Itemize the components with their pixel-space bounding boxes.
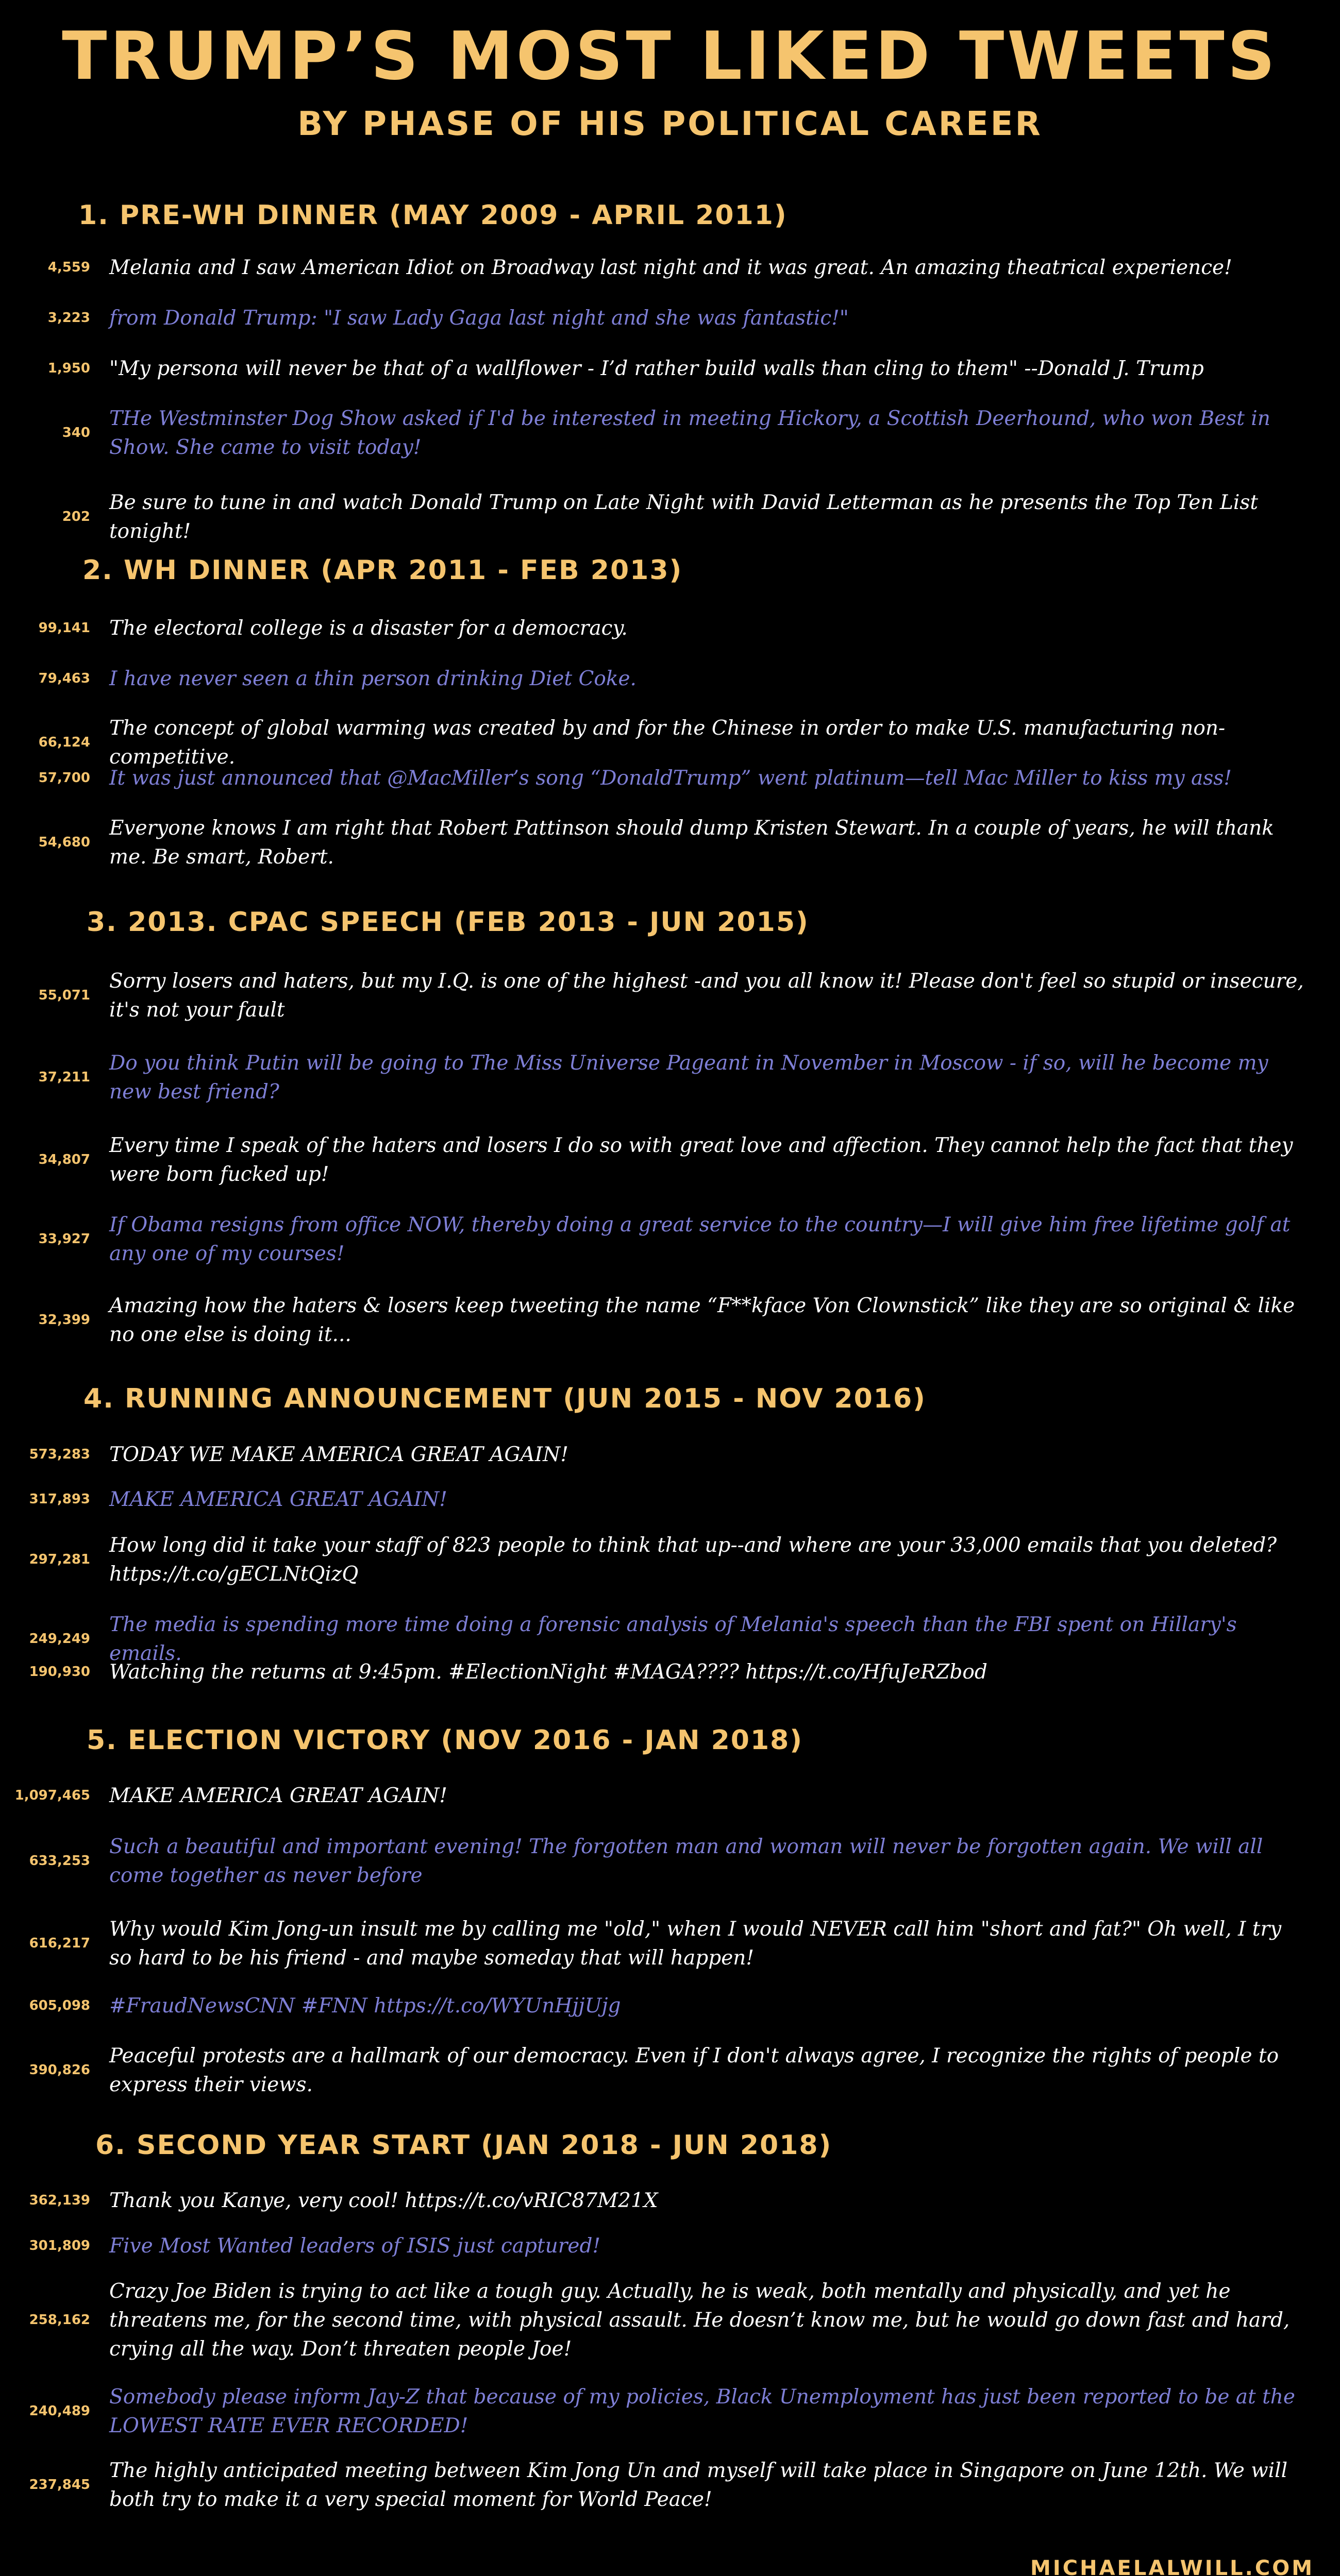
tweet-text: Thank you Kanye, very cool! https://t.co/vRIC87M21X (109, 2189, 658, 2212)
like-count: 605,098 (29, 1998, 90, 2013)
tweet-row (0, 2277, 1340, 2364)
tweet-text: Watching the returns at 9:45pm. #ElectionNight #MAGA???? https://t.co/HfuJeRZbod (109, 1660, 987, 1684)
tweet-row (0, 814, 1340, 872)
tweet-text: How long did it take your staff of 823 people to think that up--and where are your 33,000 emails that you deleted? https://t.co/gECLNtQizQ (109, 1534, 1277, 1586)
like-count: 99,141 (38, 620, 90, 636)
like-count: 54,680 (38, 835, 90, 850)
tweet-text: I have never seen a thin person drinking Diet Coke. (109, 667, 636, 690)
tweet-text: The electoral college is a disaster for a democracy. (109, 617, 628, 640)
phase-title: 4. RUNNING ANNOUNCEMENT (JUN 2015 - NOV 2016) (83, 1383, 926, 1414)
tweet-row (0, 1211, 1340, 1268)
like-count: 362,139 (29, 2193, 90, 2208)
like-count: 79,463 (38, 671, 90, 686)
tweet-text: The concept of global warming was created by and for the Chinese in order to make U.S. manufacturing non-competitive. (109, 717, 1226, 769)
tweet-row (0, 2232, 1340, 2261)
like-count: 633,253 (29, 1853, 90, 1869)
tweet-row (0, 1833, 1340, 1890)
tweet-text: "My persona will never be that of a wallflower - I’d rather build walls than cling to them" --Donald J. Trump (109, 357, 1204, 380)
tweet-text: Somebody please inform Jay-Z that because of my policies, Black Unemployment has just been reported to be at the LOWEST RATE EVER RECORDED! (109, 2385, 1295, 2437)
tweet-text: Be sure to tune in and watch Donald Trump on Late Night with David Letterman as he presents the Top Ten List tonight! (109, 491, 1259, 543)
like-count: 390,826 (29, 2062, 90, 2078)
like-count: 237,845 (29, 2477, 90, 2493)
tweet-text: Everyone knows I am right that Robert Pattinson should dump Kristen Stewart. In a couple of years, he will thank me. Be smart, Robert. (109, 817, 1274, 869)
tweet-text: TODAY WE MAKE AMERICA GREAT AGAIN! (109, 1443, 568, 1466)
tweet-row (0, 1531, 1340, 1589)
tweet-row (0, 665, 1340, 693)
tweet-row (0, 2383, 1340, 2441)
tweet-text: Such a beautiful and important evening! The forgotten man and woman will never be forgotten again. We will all come together as never before (109, 1835, 1263, 1887)
like-count: 202 (62, 509, 90, 524)
page-title: TRUMP’S MOST LIKED TWEETS (62, 18, 1278, 95)
tweet-row (0, 2187, 1340, 2215)
tweet-text: Five Most Wanted leaders of ISIS just captured! (109, 2234, 601, 2258)
tweet-text: THe Westminster Dog Show asked if I'd be interested in meeting Hickory, a Scottish Deerhound, who won Best in Show. She came to visit today! (109, 407, 1270, 459)
like-count: 1,950 (47, 361, 90, 376)
tweet-row (0, 614, 1340, 643)
like-count: 66,124 (38, 735, 90, 750)
like-count: 616,217 (29, 1936, 90, 1951)
tweet-row (0, 304, 1340, 333)
tweet-text: The highly anticipated meeting between Kim Jong Un and myself will take place in Singapore on June 12th. We will both try to make it a very special moment for World Peace! (109, 2459, 1288, 2511)
like-count: 4,559 (47, 260, 90, 275)
tweet-text: MAKE AMERICA GREAT AGAIN! (109, 1784, 447, 1807)
like-count: 32,399 (38, 1312, 90, 1328)
tweet-row (0, 1992, 1340, 2021)
tweet-text: The media is spending more time doing a forensic analysis of Melania's speech than the FBI spent on Hillary's emails. (109, 1613, 1237, 1665)
tweet-row (0, 404, 1340, 462)
tweet-row (0, 1440, 1340, 1469)
like-count: 573,283 (29, 1447, 90, 1462)
tweet-text: Why would Kim Jong-un insult me by calling me "old," when I would NEVER call him "short and fat?" Oh well, I try so hard to be his friend - and maybe someday that will happen! (109, 1918, 1282, 1970)
like-count: 37,211 (38, 1070, 90, 1085)
page-subtitle: BY PHASE OF HIS POLITICAL CAREER (297, 105, 1043, 143)
tweet-row (0, 1049, 1340, 1107)
tweet-text: #FraudNewsCNN #FNN https://t.co/WYUnHjjUjg (109, 1994, 621, 2018)
tweet-row (0, 253, 1340, 282)
phase-title: 5. ELECTION VICTORY (NOV 2016 - JAN 2018) (87, 1725, 803, 1756)
tweet-text: Amazing how the haters & losers keep tweeting the name “F**kface Von Clownstick” like they are so original & like no one else is doing it... (109, 1294, 1295, 1346)
tweet-row (0, 764, 1340, 793)
tweet-text: Peaceful protests are a hallmark of our democracy. Even if I don't always agree, I recognize the rights of people to express their views. (109, 2044, 1279, 2096)
tweet-row (0, 354, 1340, 383)
tweet-row (0, 488, 1340, 543)
like-count: 301,809 (29, 2238, 90, 2253)
like-count: 249,249 (29, 1631, 90, 1647)
like-count: 34,807 (38, 1152, 90, 1167)
like-count: 317,893 (29, 1492, 90, 1507)
tweet-row (0, 1131, 1340, 1189)
phase-title: 3. 2013. CPAC SPEECH (FEB 2013 - JUN 2015) (87, 907, 809, 938)
tweet-text: If Obama resigns from office NOW, thereby doing a great service to the country—I will give him free lifetime golf at any one of my courses! (109, 1213, 1291, 1265)
tweet-row (0, 1485, 1340, 1514)
like-count: 1,097,465 (14, 1788, 90, 1803)
tweet-row (0, 2042, 1340, 2099)
tweet-text: It was just announced that @MacMiller’s song “DonaldTrump” went platinum—tell Mac Miller to kiss my ass! (109, 767, 1232, 790)
tweet-text: from Donald Trump: "I saw Lady Gaga last night and she was fantastic!" (109, 307, 849, 330)
like-count: 340 (62, 425, 90, 440)
like-count: 33,927 (38, 1231, 90, 1247)
tweet-text: MAKE AMERICA GREAT AGAIN! (109, 1488, 447, 1511)
tweet-text: Melania and I saw American Idiot on Broadway last night and it was great. An amazing theatrical experience! (109, 256, 1232, 279)
like-count: 57,700 (38, 770, 90, 786)
like-count: 240,489 (29, 2403, 90, 2419)
phase-title: 2. WH DINNER (APR 2011 - FEB 2013) (82, 555, 683, 586)
like-count: 3,223 (47, 310, 90, 326)
tweet-row (0, 1658, 1340, 1687)
tweet-row (0, 1292, 1340, 1349)
tweet-row (0, 714, 1340, 769)
tweet-text: Every time I speak of the haters and losers I do so with great love and affection. They cannot help the fact that they were born fucked up! (109, 1134, 1293, 1186)
phase-title: 1. PRE-WH DINNER (MAY 2009 - APRIL 2011) (78, 200, 788, 231)
tweet-text: Sorry losers and haters, but my I.Q. is one of the highest -and you all know it! Please don't feel so stupid or insecure, it's not your fault (109, 970, 1304, 1022)
like-count: 258,162 (29, 2312, 90, 2328)
like-count: 297,281 (29, 1552, 90, 1567)
tweet-row (0, 1611, 1340, 1665)
tweet-text: Crazy Joe Biden is trying to act like a tough guy. Actually, he is weak, both mentally and physically, and yet he threatens me, for the second time, with physical assault. He doesn’t know me, but he would go down fast and hard, crying all the way. Don’t threaten people Joe! (109, 2280, 1290, 2361)
tweet-row (0, 1782, 1340, 1810)
tweet-row (0, 967, 1340, 1025)
tweet-text: Do you think Putin will be going to The Miss Universe Pageant in November in Moscow - if so, will he become my new best friend? (109, 1052, 1268, 1104)
phase-title: 6. SECOND YEAR START (JAN 2018 - JUN 2018) (95, 2130, 832, 2161)
tweet-row (0, 1915, 1340, 1973)
like-count: 55,071 (38, 988, 90, 1003)
footer-credit: MICHAELALWILL.COM (1030, 2556, 1314, 2576)
tweet-row (0, 2456, 1340, 2514)
like-count: 190,930 (29, 1664, 90, 1680)
